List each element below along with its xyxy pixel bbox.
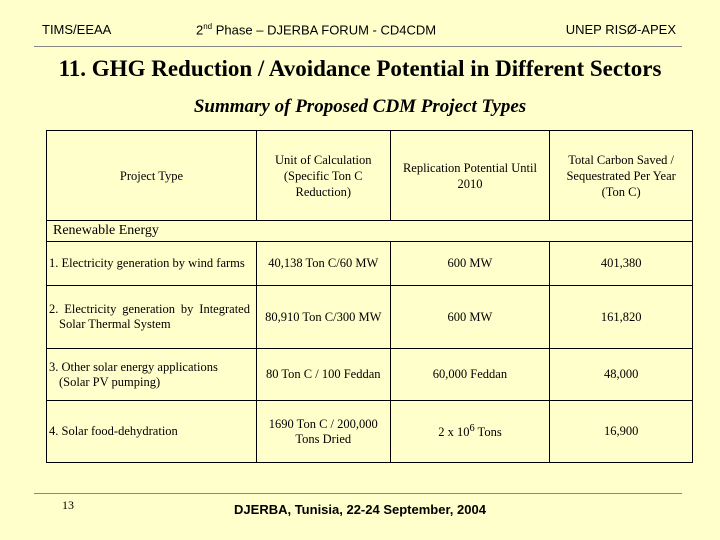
page-number: 13 (62, 498, 74, 512)
table-row (47, 401, 693, 463)
row-unit: 80,910 Ton C/300 MW (256, 286, 390, 349)
header-unit-of-calculation: Unit of Calculation (Specific Ton C Reduction) (256, 131, 390, 221)
table-row (47, 349, 693, 401)
table-section-row (47, 221, 693, 242)
table-header-row (47, 131, 693, 221)
row-project-type: 1. Electricity generation by wind farms (47, 242, 257, 286)
header-left: TIMS/EEAA (42, 22, 112, 37)
row-unit: 80 Ton C / 100 Feddan (256, 349, 390, 401)
header-center-rest: Phase – DJERBA FORUM - CD4CDM (212, 22, 437, 38)
row-unit: 1690 Ton C / 200,000 Tons Dried (256, 401, 390, 463)
header-project-type: Project Type (47, 131, 257, 221)
row-project-type: 4. Solar food-dehydration (47, 401, 257, 463)
row-replication: 600 MW (390, 286, 550, 349)
header-center (196, 22, 436, 37)
header-center-sup: nd (203, 22, 213, 31)
row-replication (390, 401, 550, 463)
slide-title: 11. GHG Reduction / Avoidance Potential in Different Sectors (58, 56, 662, 81)
header-divider (34, 46, 682, 47)
table-row (47, 286, 693, 349)
header-total-carbon-saved: Total Carbon Saved / Sequestrated Per Year (Ton C) (550, 131, 693, 221)
cdm-project-table (46, 130, 693, 463)
row-total: 16,900 (550, 401, 693, 463)
row-unit: 40,138 Ton C/60 MW (256, 242, 390, 286)
replication-unit: Tons (474, 425, 502, 440)
section-renewable-energy: Renewable Energy (47, 221, 693, 242)
row-total: 161,820 (550, 286, 693, 349)
replication-base: 2 x 10 (438, 425, 470, 440)
footer-divider (34, 493, 682, 494)
row-total: 401,380 (550, 242, 693, 286)
header-replication-potential: Replication Potential Until 2010 (390, 131, 550, 221)
row-project-type: 3. Other solar energy applications (Solar PV pumping) (47, 349, 257, 401)
slide-subtitle: Summary of Proposed CDM Project Types (193, 96, 527, 117)
row-project-type: 2. Electricity generation by Integrated Solar Thermal System (47, 286, 257, 349)
header-right: UNEP RISØ-APEX (565, 22, 676, 37)
row-replication: 60,000 Feddan (390, 349, 550, 401)
row-total: 48,000 (550, 349, 693, 401)
replication-exponent: 6 (469, 422, 475, 434)
row-replication: 600 MW (390, 242, 550, 286)
footer-text: DJERBA, Tunisia, 22-24 September, 2004 (234, 502, 486, 517)
header-center-prefix: 2 (196, 22, 204, 38)
table-row (47, 242, 693, 286)
